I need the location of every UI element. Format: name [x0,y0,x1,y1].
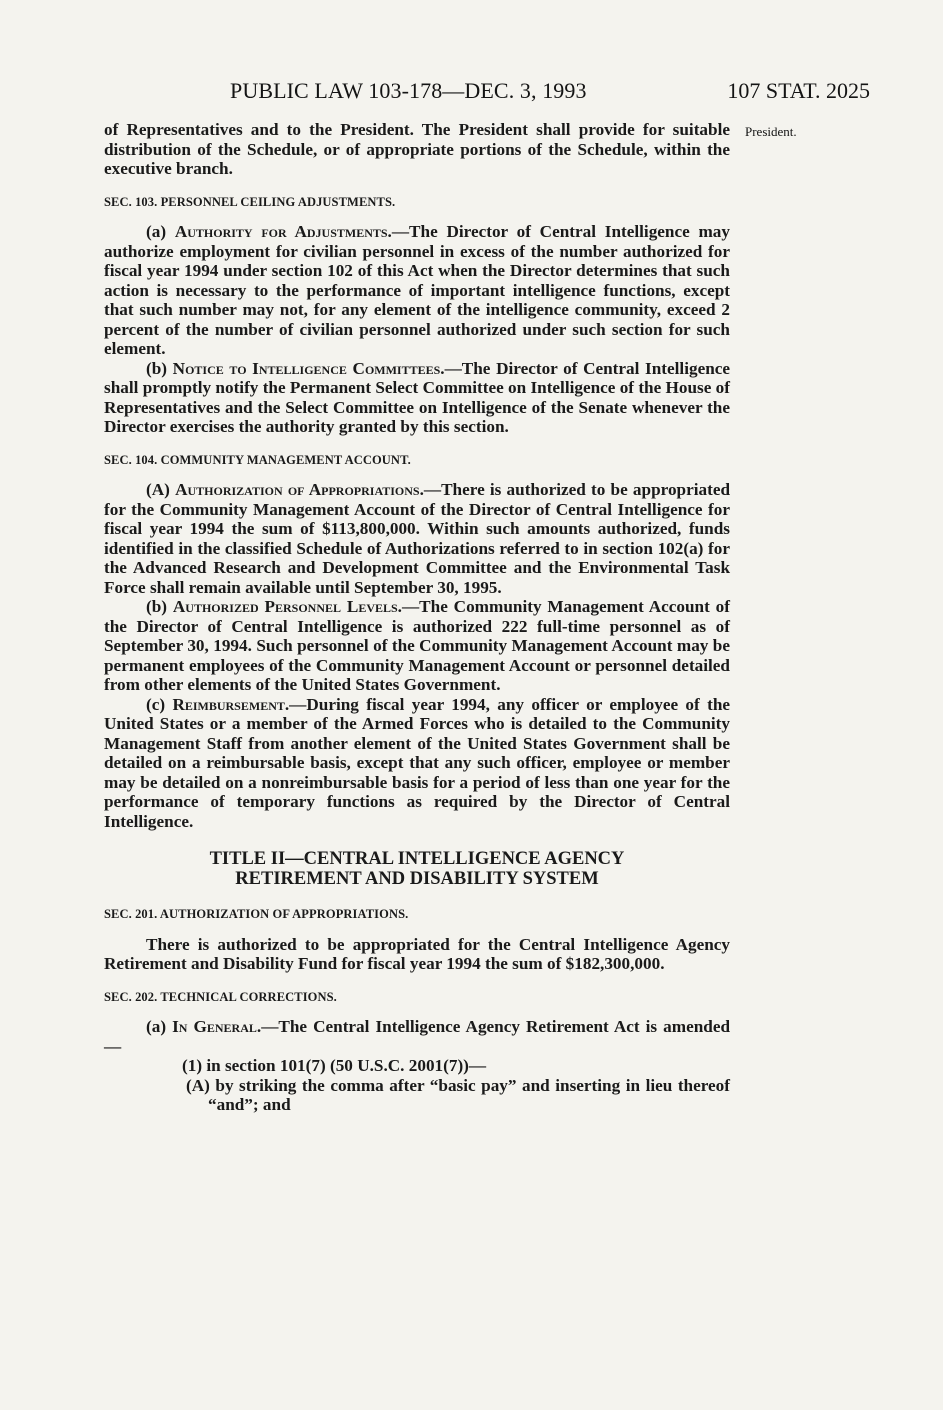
running-title: PUBLIC LAW 103-178—DEC. 3, 1993 [230,78,587,103]
section-104-a-heading: Authorization of Appropriations. [175,480,424,499]
section-104-c-heading: Reimbursement. [172,694,290,714]
section-103-b-heading: Notice to Intelligence Committees. [172,358,445,378]
section-202-a-label: (a) [146,1017,167,1036]
page-reference: 107 STAT. 2025 [727,78,870,103]
section-202-a [104,1017,730,1056]
section-103-b-text: —The Director of Central Intelligence shall promptly notify the Permanent Select Committee on Intelligence of the House of Representatives and the Select Committee on Intelligence of the Senate whenever the Director exercises the authority granted by this section. [104,358,731,436]
section-103-a-label: (a) [146,222,167,241]
title-ii-heading [104,849,730,889]
section-104-b-label: (b) [146,597,168,616]
title-ii-line-2: RETIREMENT AND DISABILITY SYSTEM [235,869,599,889]
section-201-text: There is authorized to be appropriated for the Central Intelligence Agency Retirement and Disability Fund for fiscal year 1994 the sum of $182,300,000. [104,934,730,973]
section-103-heading: SEC. 103. PERSONNEL CEILING ADJUSTMENTS. [104,194,396,209]
section-104-c-text: —During fiscal year 1994, any officer or employee of the United States or a member of the Armed Forces who is detailed to the Community Management Staff from another element of the United States Government shall be detailed on a reimbursable basis, except that any such officer, employee or member may be detailed on a nonreimbursable basis for a period of less than one year for the performance of temporary functions as required by the Director of Central Intelligence. [104,694,731,831]
section-103-b [104,359,730,437]
section-201-heading: SEC. 201. AUTHORIZATION OF APPROPRIATIONS. [104,907,409,921]
section-202-a-text: —The Central Intelligence Agency Retirement Act is amended— [104,1017,731,1056]
section-202-item-A: (A) by striking the comma after “basic pay” and inserting in lieu thereof “and”; and [186,1075,730,1114]
section-202-item-1: (1) in section 101(7) (50 U.S.C. 2001(7))— [182,1056,487,1075]
section-104-c-label: (c) [146,694,166,714]
section-202-a-heading: In General. [172,1017,262,1036]
section-104-b-heading: Authorized Personnel Levels. [172,597,402,616]
page-header [230,78,870,114]
section-104-b [104,597,730,695]
section-104-a [104,480,730,597]
opening-paragraph: of Representatives and to the President. The President shall provide for suitable distribution of the Schedule, or of appropriate portions of the Schedule, within the executive branch. [104,120,730,178]
section-104-c [104,695,730,832]
section-103-a-text: —The Director of Central Intelligence may authorize employment for civilian personnel in excess of the number authorized for fiscal year 1994 under section 102 of this Act when the Director determines that such action is necessary to the performance of important intelligence functions, except that such number may not, for any element of the intelligence community, exceed 2 percent of the number of civilian personnel authorized under such section for such element. [104,222,730,358]
margin-note: President. [745,124,797,139]
section-104-b-text: —The Community Management Account of the Director of Central Intelligence is authorized 222 full-time personnel as of September 30, 1994. Such personnel of the Community Management Account may be permanent employees of the Community Management Account or personnel detailed from other elements of the United States Government. [104,597,730,694]
section-103-a [104,222,730,359]
section-103-a-heading: Authority for Adjustments. [174,222,392,241]
section-104-heading: SEC. 104. COMMUNITY MANAGEMENT ACCOUNT. [104,452,411,467]
section-202-heading: SEC. 202. TECHNICAL CORRECTIONS. [104,989,337,1004]
title-ii-line-1: TITLE II—CENTRAL INTELLIGENCE AGENCY [209,849,625,869]
section-103-b-label: (b) [146,358,168,378]
section-104-a-text: —There is authorized to be appropriated for the Community Management Account of the Director of Central Intelligence for fiscal year 1994 the sum of $113,800,000. Within such amounts authorized, funds identified in the classified Schedule of Authorizations referred to in section 102(a) for the Advanced Research and Development Committee and the Environmental Task Force shall remain available until September 30, 1995. [104,480,731,597]
section-104-a-label: (A) [146,480,170,499]
body-text [104,120,730,1115]
